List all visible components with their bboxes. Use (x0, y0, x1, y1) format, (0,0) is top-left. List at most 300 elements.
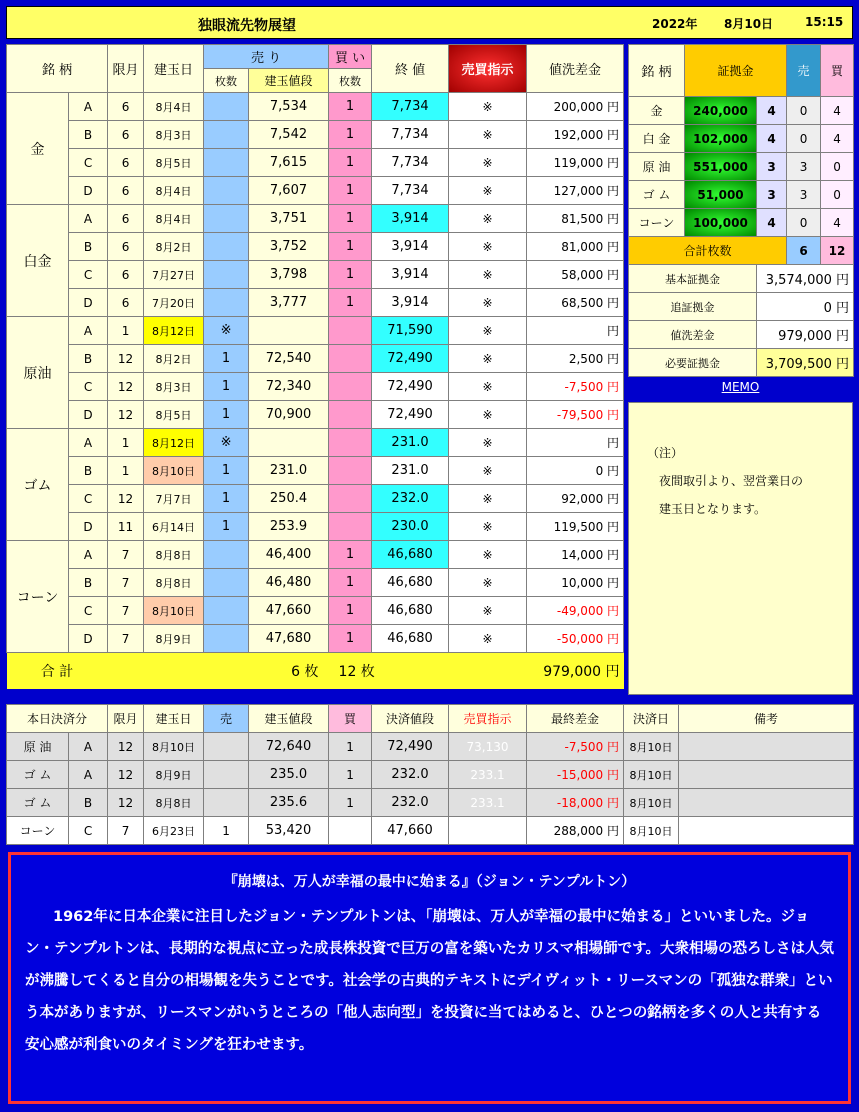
close-price: 231.0 (372, 429, 449, 457)
entry-date: 7月7日 (144, 485, 204, 513)
settled-position: A (69, 761, 108, 789)
brand-name: コーン (7, 541, 69, 653)
brand-name: ゴム (7, 429, 69, 541)
entry-price (249, 429, 329, 457)
buy-count: 1 (329, 205, 372, 233)
summary-label: 追証拠金 (629, 293, 757, 321)
settled-diff: 288,000 円 (527, 817, 624, 845)
buy-count: 1 (329, 597, 372, 625)
settled-note (679, 817, 854, 845)
settled-month: 12 (108, 733, 144, 761)
diff-value: 119,500 円 (527, 513, 624, 541)
contract-month: 6 (108, 177, 144, 205)
contract-month: 1 (108, 429, 144, 457)
summary-row (629, 265, 854, 293)
position-letter: D (69, 513, 108, 541)
entry-date: 8月8日 (144, 541, 204, 569)
entry-date: 8月4日 (144, 177, 204, 205)
buy-count: 1 (329, 93, 372, 121)
position-letter: B (69, 569, 108, 597)
sell-count (204, 625, 249, 653)
settled-price: 235.0 (249, 761, 329, 789)
settled-settle: 232.0 (372, 789, 449, 817)
position-letter: D (69, 625, 108, 653)
diff-value: 円 (527, 317, 624, 345)
contract-month: 1 (108, 317, 144, 345)
position-letter: C (69, 597, 108, 625)
header-bar (6, 6, 853, 39)
contract-month: 6 (108, 233, 144, 261)
settled-price: 235.6 (249, 789, 329, 817)
settled-sell (204, 789, 249, 817)
settled-brand: 原 油 (7, 733, 69, 761)
table-row (7, 345, 624, 373)
contract-month: 7 (108, 569, 144, 597)
entry-date: 8月3日 (144, 121, 204, 149)
sell-count (204, 541, 249, 569)
sell-count: 1 (204, 345, 249, 373)
entry-date: 7月27日 (144, 261, 204, 289)
contract-month: 12 (108, 345, 144, 373)
contract-month: 6 (108, 93, 144, 121)
contract-month: 6 (108, 205, 144, 233)
order-mark: ※ (449, 149, 527, 177)
total-label: 合 計 (7, 653, 108, 689)
entry-date: 8月2日 (144, 345, 204, 373)
settled-date2: 8月10日 (624, 733, 679, 761)
position-letter: B (69, 121, 108, 149)
contract-month: 6 (108, 289, 144, 317)
close-price: 72,490 (372, 373, 449, 401)
entry-date: 8月8日 (144, 569, 204, 597)
order-mark: ※ (449, 429, 527, 457)
memo-line: 建玉日となります。 (647, 502, 767, 516)
settled-row (7, 761, 854, 789)
summary-value: 3,709,500 円 (757, 349, 854, 377)
contract-month: 6 (108, 261, 144, 289)
contract-month: 7 (108, 625, 144, 653)
entry-price: 231.0 (249, 457, 329, 485)
entry-price: 3,752 (249, 233, 329, 261)
margin-row (629, 209, 854, 237)
col-buy: 買 い (329, 45, 372, 69)
diff-value: 81,000 円 (527, 233, 624, 261)
entry-price: 47,680 (249, 625, 329, 653)
entry-date: 8月5日 (144, 401, 204, 429)
settled-price: 53,420 (249, 817, 329, 845)
header-date: 8月10日 (724, 17, 774, 31)
margin-buy: 0 (821, 181, 854, 209)
entry-date: 6月14日 (144, 513, 204, 541)
margin-col-sell: 売 (787, 45, 821, 97)
position-letter: B (69, 457, 108, 485)
settled-buy: 1 (329, 761, 372, 789)
entry-date: 8月9日 (144, 625, 204, 653)
buy-count: 1 (329, 121, 372, 149)
entry-price: 70,900 (249, 401, 329, 429)
contract-month: 7 (108, 541, 144, 569)
settled-month: 12 (108, 789, 144, 817)
table-row (7, 233, 624, 261)
close-price: 3,914 (372, 233, 449, 261)
margin-buy: 4 (821, 97, 854, 125)
buy-count: 1 (329, 177, 372, 205)
diff-value: 0 円 (527, 457, 624, 485)
diff-value: 10,000 円 (527, 569, 624, 597)
settled-note (679, 789, 854, 817)
buy-count (329, 345, 372, 373)
sell-count: 1 (204, 401, 249, 429)
entry-price: 250.4 (249, 485, 329, 513)
col-diff: 値洗差金 (527, 45, 624, 93)
buy-count: 1 (329, 625, 372, 653)
settled-settle: 232.0 (372, 761, 449, 789)
order-mark: ※ (449, 93, 527, 121)
entry-price: 7,615 (249, 149, 329, 177)
buy-count (329, 401, 372, 429)
sell-count: 1 (204, 373, 249, 401)
table-row (7, 289, 624, 317)
settled-buy: 1 (329, 789, 372, 817)
memo-line: （注） (647, 446, 684, 460)
settled-settle: 72,490 (372, 733, 449, 761)
margin-count: 4 (757, 125, 787, 153)
contract-month: 12 (108, 401, 144, 429)
total-count-label: 合計枚数 (629, 237, 787, 265)
col-order: 売買指示 (449, 45, 527, 93)
margin-sell: 0 (787, 125, 821, 153)
col-date: 建玉日 (144, 45, 204, 93)
settled-sell (204, 761, 249, 789)
entry-date: 8月12日 (144, 429, 204, 457)
position-letter: A (69, 429, 108, 457)
sell-count (204, 597, 249, 625)
settled-diff: -15,000 円 (527, 761, 624, 789)
settled-sell: 1 (204, 817, 249, 845)
position-letter: D (69, 177, 108, 205)
settled-sell (204, 733, 249, 761)
margin-col-buy: 買 (821, 45, 854, 97)
settled-position: A (69, 733, 108, 761)
settled-col-header: 決済日 (624, 705, 679, 733)
buy-count: 1 (329, 149, 372, 177)
margin-value: 240,000 (685, 97, 757, 125)
settled-price: 72,640 (249, 733, 329, 761)
entry-date: 8月2日 (144, 233, 204, 261)
close-price: 231.0 (372, 457, 449, 485)
col-month: 限月 (108, 45, 144, 93)
entry-price: 3,798 (249, 261, 329, 289)
settled-month: 7 (108, 817, 144, 845)
memo-box (628, 402, 853, 695)
position-letter: B (69, 345, 108, 373)
table-row (7, 429, 624, 457)
margin-sell: 3 (787, 153, 821, 181)
close-price: 3,914 (372, 261, 449, 289)
brand-name: 白金 (7, 205, 69, 317)
table-row (7, 513, 624, 541)
settled-col-header: 限月 (108, 705, 144, 733)
buy-count (329, 429, 372, 457)
header-time: 15:15 (805, 15, 844, 29)
settled-col-header: 最終差金 (527, 705, 624, 733)
margin-brand: ゴ ム (629, 181, 685, 209)
close-price: 230.0 (372, 513, 449, 541)
entry-price: 3,751 (249, 205, 329, 233)
entry-date: 7月20日 (144, 289, 204, 317)
margin-value: 100,000 (685, 209, 757, 237)
diff-value: 円 (527, 429, 624, 457)
total-buy: 12 枚 (329, 653, 449, 689)
settled-col-header: 本日決済分 (7, 705, 108, 733)
table-row (7, 121, 624, 149)
buy-count (329, 513, 372, 541)
total-count-sell: 6 (787, 237, 821, 265)
settled-col-header: 売買指示 (449, 705, 527, 733)
settled-date: 8月8日 (144, 789, 204, 817)
diff-value: 68,500 円 (527, 289, 624, 317)
order-mark: ※ (449, 177, 527, 205)
margin-brand: 白 金 (629, 125, 685, 153)
margin-col-brand: 銘 柄 (629, 45, 685, 97)
settled-order: 73,130 (449, 733, 527, 761)
summary-value: 0 円 (757, 293, 854, 321)
buy-count (329, 373, 372, 401)
diff-value: 127,000 円 (527, 177, 624, 205)
order-mark: ※ (449, 513, 527, 541)
header-year: 2022年 (652, 17, 698, 31)
brand-name: 原油 (7, 317, 69, 429)
summary-row (629, 349, 854, 377)
position-letter: C (69, 485, 108, 513)
contract-month: 11 (108, 513, 144, 541)
diff-value: -79,500 円 (527, 401, 624, 429)
sell-count (204, 149, 249, 177)
diff-value: 81,500 円 (527, 205, 624, 233)
close-price: 232.0 (372, 485, 449, 513)
margin-col-margin: 証拠金 (685, 45, 787, 97)
buy-count: 1 (329, 541, 372, 569)
entry-date: 8月4日 (144, 93, 204, 121)
summary-label: 値洗差金 (629, 321, 757, 349)
table-row (7, 457, 624, 485)
margin-value: 551,000 (685, 153, 757, 181)
entry-date: 8月12日 (144, 317, 204, 345)
col-buy-count: 枚数 (329, 69, 372, 93)
summary-value: 979,000 円 (757, 321, 854, 349)
margin-row (629, 97, 854, 125)
margin-table (628, 44, 854, 377)
settled-position: C (69, 817, 108, 845)
order-mark: ※ (449, 457, 527, 485)
settled-date2: 8月10日 (624, 761, 679, 789)
buy-count: 1 (329, 233, 372, 261)
margin-brand: 金 (629, 97, 685, 125)
order-mark: ※ (449, 345, 527, 373)
margin-count: 4 (757, 209, 787, 237)
sell-count: 1 (204, 513, 249, 541)
order-mark: ※ (449, 121, 527, 149)
close-price: 3,914 (372, 289, 449, 317)
position-letter: A (69, 205, 108, 233)
sell-count (204, 93, 249, 121)
order-mark: ※ (449, 569, 527, 597)
summary-label: 必要証拠金 (629, 349, 757, 377)
table-row (7, 373, 624, 401)
entry-price: 46,480 (249, 569, 329, 597)
close-price: 46,680 (372, 569, 449, 597)
table-row (7, 205, 624, 233)
settled-order: 233.1 (449, 789, 527, 817)
contract-month: 12 (108, 373, 144, 401)
close-price: 46,680 (372, 625, 449, 653)
close-price: 3,914 (372, 205, 449, 233)
entry-date: 8月10日 (144, 457, 204, 485)
margin-buy: 4 (821, 125, 854, 153)
order-mark: ※ (449, 485, 527, 513)
margin-sell: 3 (787, 181, 821, 209)
buy-count: 1 (329, 261, 372, 289)
settled-diff: -18,000 円 (527, 789, 624, 817)
entry-price (249, 317, 329, 345)
order-mark: ※ (449, 597, 527, 625)
entry-price: 7,542 (249, 121, 329, 149)
order-mark: ※ (449, 401, 527, 429)
total-diff: 979,000 円 (449, 653, 624, 689)
table-row (7, 177, 624, 205)
entry-price: 7,607 (249, 177, 329, 205)
table-row (7, 93, 624, 121)
sell-count: 1 (204, 457, 249, 485)
summary-row (629, 321, 854, 349)
diff-value: 92,000 円 (527, 485, 624, 513)
close-price: 7,734 (372, 121, 449, 149)
sell-count: ※ (204, 429, 249, 457)
settled-buy (329, 817, 372, 845)
settled-col-header: 備考 (679, 705, 854, 733)
total-count-buy: 12 (821, 237, 854, 265)
buy-count (329, 317, 372, 345)
settled-date: 6月23日 (144, 817, 204, 845)
margin-value: 51,000 (685, 181, 757, 209)
diff-value: -7,500 円 (527, 373, 624, 401)
margin-buy: 0 (821, 153, 854, 181)
table-row (7, 317, 624, 345)
order-mark: ※ (449, 289, 527, 317)
margin-count: 3 (757, 153, 787, 181)
entry-price: 72,340 (249, 373, 329, 401)
position-letter: B (69, 233, 108, 261)
page-title: 独眼流先物展望 (198, 18, 296, 34)
table-row (7, 597, 624, 625)
col-close: 終 値 (372, 45, 449, 93)
order-mark: ※ (449, 625, 527, 653)
order-mark: ※ (449, 317, 527, 345)
diff-value: 58,000 円 (527, 261, 624, 289)
position-letter: D (69, 289, 108, 317)
table-row (7, 261, 624, 289)
settled-order: MO (449, 817, 527, 845)
table-row (7, 569, 624, 597)
order-mark: ※ (449, 261, 527, 289)
close-price: 72,490 (372, 345, 449, 373)
settled-table (6, 704, 854, 845)
margin-row (629, 153, 854, 181)
settled-note (679, 733, 854, 761)
entry-price: 47,660 (249, 597, 329, 625)
total-sell: 6 枚 (108, 653, 329, 689)
position-letter: D (69, 401, 108, 429)
settled-diff: -7,500 円 (527, 733, 624, 761)
sell-count (204, 177, 249, 205)
memo-link[interactable]: MEMO (721, 380, 760, 394)
settled-date2: 8月10日 (624, 789, 679, 817)
sell-count (204, 289, 249, 317)
settled-row (7, 817, 854, 845)
diff-value: 119,000 円 (527, 149, 624, 177)
buy-count: 1 (329, 289, 372, 317)
entry-date: 8月10日 (144, 597, 204, 625)
order-mark: ※ (449, 373, 527, 401)
margin-row (629, 125, 854, 153)
position-letter: A (69, 541, 108, 569)
settled-position: B (69, 789, 108, 817)
settled-brand: コーン (7, 817, 69, 845)
sell-count (204, 233, 249, 261)
settled-row (7, 733, 854, 761)
margin-count: 3 (757, 181, 787, 209)
contract-month: 6 (108, 149, 144, 177)
margin-brand: コーン (629, 209, 685, 237)
diff-value: 200,000 円 (527, 93, 624, 121)
quote-text: 1962年に日本企業に注目したジョン・テンプルトンは、「崩壊は、万人が幸福の最中に始まる」といいました。ジョン・テンプルトンは、長期的な視点に立った成長株投資で巨万の富を築いたカリスマ相場師です。大衆相場の恐ろしさは人気が沸騰してくると自分の相場観を失うことです。社会学の古典的テキストにデイヴィット・リースマンの「孤独な群衆」という本がありますが、リースマンがいうところの「他人志向型」を投資に当てはめると、ひとつの銘柄を多くの人と共有する安心感が利食いのタイミングを狂わせます。 (25, 909, 834, 1053)
settled-brand: ゴ ム (7, 789, 69, 817)
total-row (7, 653, 624, 689)
settled-col-header: 建玉値段 (249, 705, 329, 733)
margin-buy: 4 (821, 209, 854, 237)
diff-value: 14,000 円 (527, 541, 624, 569)
close-price: 7,734 (372, 93, 449, 121)
table-row (7, 625, 624, 653)
settled-buy: 1 (329, 733, 372, 761)
col-sell: 売 り (204, 45, 329, 69)
table-row (7, 485, 624, 513)
settled-month: 12 (108, 761, 144, 789)
buy-count (329, 457, 372, 485)
close-price: 71,590 (372, 317, 449, 345)
buy-count: 1 (329, 569, 372, 597)
margin-row (629, 181, 854, 209)
table-row (7, 541, 624, 569)
contract-month: 12 (108, 485, 144, 513)
margin-brand: 原 油 (629, 153, 685, 181)
positions-table (6, 44, 624, 689)
close-price: 72,490 (372, 401, 449, 429)
position-letter: C (69, 261, 108, 289)
entry-price: 72,540 (249, 345, 329, 373)
settled-settle: 47,660 (372, 817, 449, 845)
close-price: 7,734 (372, 177, 449, 205)
summary-row (629, 293, 854, 321)
position-letter: A (69, 317, 108, 345)
table-row (7, 401, 624, 429)
contract-month: 1 (108, 457, 144, 485)
position-letter: A (69, 93, 108, 121)
contract-month: 6 (108, 121, 144, 149)
sell-count: ※ (204, 317, 249, 345)
settled-date2: 8月10日 (624, 817, 679, 845)
contract-month: 7 (108, 597, 144, 625)
